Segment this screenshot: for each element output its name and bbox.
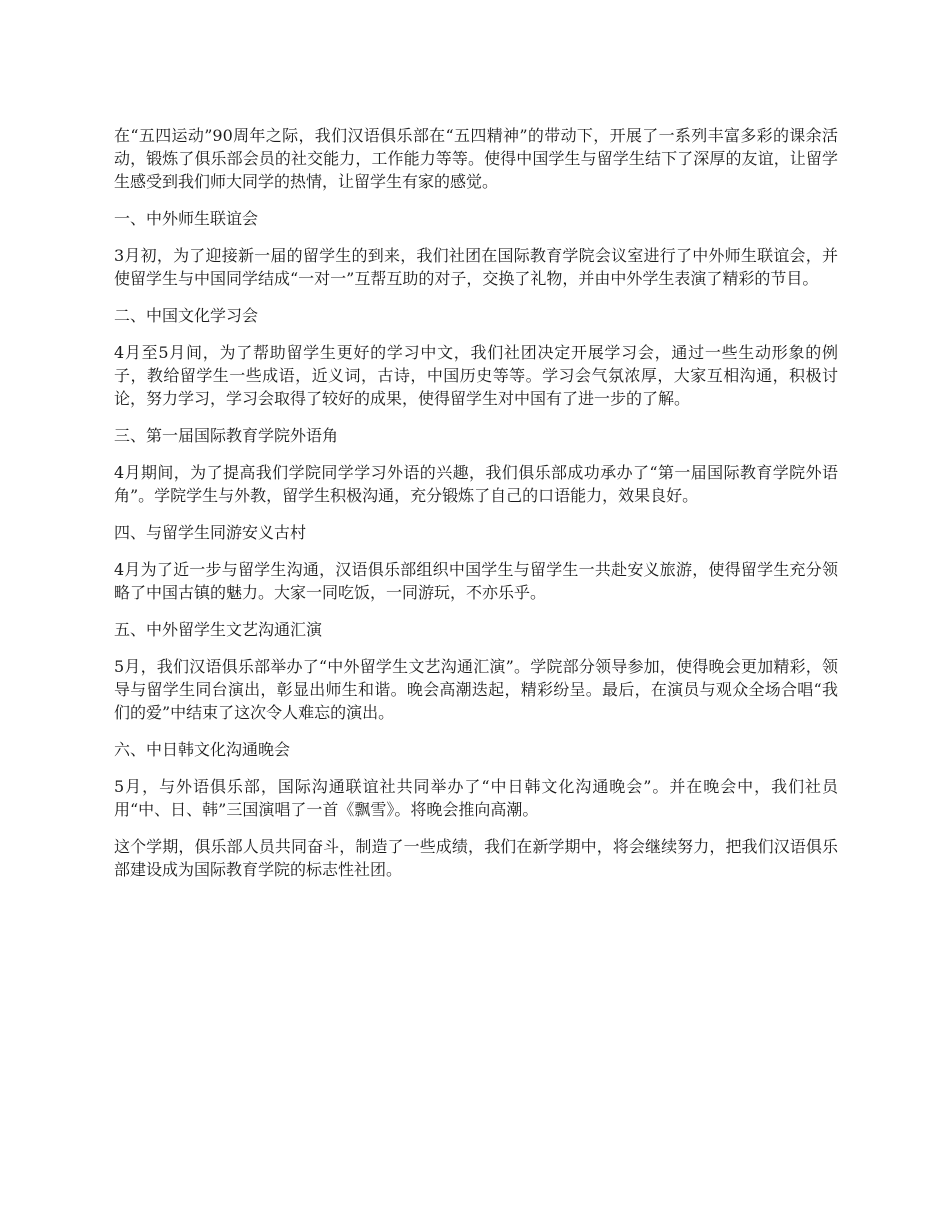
section-body-4: 4月为了近一步与留学生沟通，汉语俱乐部组织中国学生与留学生一共赴安义旅游，使得留学生充分领略了中国古镇的魅力。大家一同吃饭，一同游玩，不亦乐乎。 — [114, 560, 838, 602]
section-heading-4: 四、与留学生同游安义古村 — [114, 523, 307, 542]
section-heading-1: 一、中外师生联谊会 — [114, 209, 259, 228]
section-body-2: 4月至5月间，为了帮助留学生更好的学习中文，我们社团决定开展学习会，通过一些生动形象的例子，教给留学生一些成语，近义词，古诗，中国历史等等。学习会气氛浓厚，大家互相沟通，积极讨论，努力学习，学习会取得了较好的成果，使得留学生对中国有了进一步的了解。 — [114, 343, 838, 408]
section-body-6: 5月，与外语俱乐部，国际沟通联谊社共同举办了“中日韩文化沟通晚会”。并在晚会中，我们社员用“中、日、韩”三国演唱了一首《飘雪》。将晚会推向高潮。 — [114, 777, 838, 819]
section-heading-3: 三、第一届国际教育学院外语角 — [114, 426, 339, 445]
section-body-5: 5月，我们汉语俱乐部举办了“中外留学生文艺沟通汇演”。学院部分领导参加，使得晚会更加精彩，领导与留学生同台演出，彰显出师生和谐。晚会高潮迭起，精彩纷呈。最后，在演员与观众全场合唱“我们的爱”中结束了这次令人难忘的演出。 — [114, 657, 838, 722]
intro-paragraph: 在“五四运动”90周年之际，我们汉语俱乐部在“五四精神”的带动下，开展了一系列丰富多彩的课余活动，锻炼了俱乐部会员的社交能力，工作能力等等。使得中国学生与留学生结下了深厚的友谊，让留学生感受到我们师大同学的热情，让留学生有家的感觉。 — [114, 126, 838, 191]
section-body-1: 3月初，为了迎接新一届的留学生的到来，我们社团在国际教育学院会议室进行了中外师生联谊会，并使留学生与中国同学结成“一对一”互帮互助的对子，交换了礼物，并由中外学生表演了精彩的节目。 — [114, 246, 838, 288]
section-heading-2: 二、中国文化学习会 — [114, 306, 259, 325]
section-body-3: 4月期间，为了提高我们学院同学学习外语的兴趣，我们俱乐部成功承办了“第一届国际教育学院外语角”。学院学生与外教，留学生积极沟通，充分锻炼了自己的口语能力，效果良好。 — [114, 463, 838, 505]
section-heading-6: 六、中日韩文化沟通晚会 — [114, 740, 291, 759]
section-heading-5: 五、中外留学生文艺沟通汇演 — [114, 620, 323, 639]
closing-paragraph: 这个学期，俱乐部人员共同奋斗，制造了一些成绩，我们在新学期中，将会继续努力，把我们汉语俱乐部建设成为国际教育学院的标志性社团。 — [114, 837, 838, 879]
document-body — [114, 124, 838, 895]
